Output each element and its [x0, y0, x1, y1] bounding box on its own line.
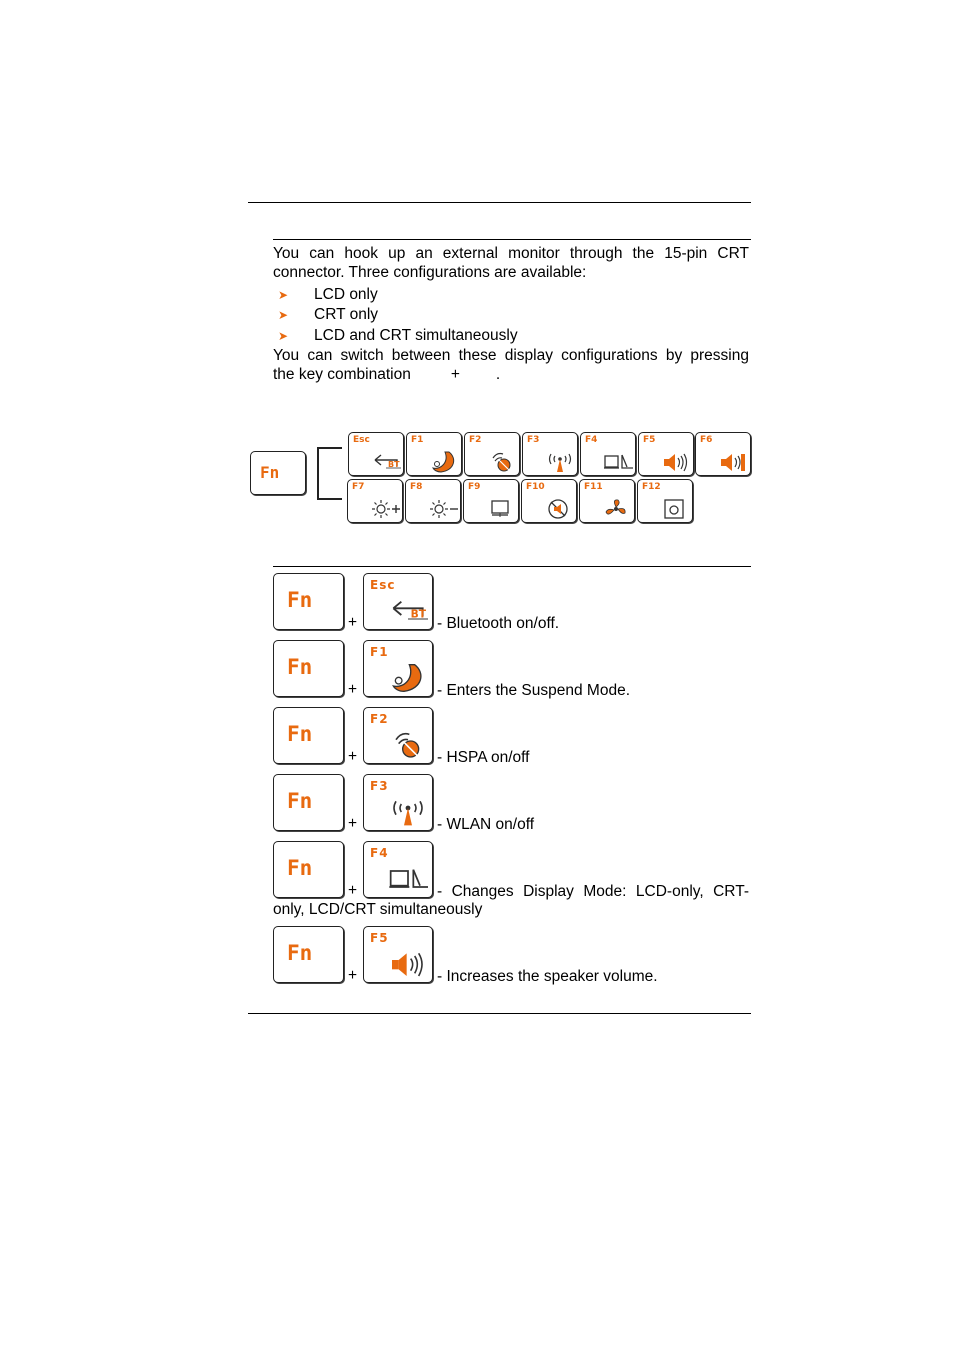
key-f9: [463, 479, 519, 523]
key-esc: [363, 573, 433, 630]
key-label: F7: [352, 482, 365, 492]
key-f4: [580, 432, 636, 476]
combo-description: - Changes Display Mode: LCD-only, CRT-: [437, 883, 749, 900]
display-switch-icon: [603, 450, 633, 474]
key-label: F8: [410, 482, 423, 492]
combo-description: - HSPA on/off: [437, 749, 530, 766]
fn-key: [273, 926, 344, 983]
key-f5: [363, 926, 433, 983]
key-label: F3: [370, 779, 389, 793]
key-label: F3: [527, 435, 540, 445]
bullet-item: ➤ LCD and CRT simultaneously: [278, 327, 518, 344]
key-f3: [522, 432, 578, 476]
bullet-item: ➤ LCD only: [278, 286, 378, 303]
bullet-item: ➤ CRT only: [278, 306, 379, 323]
key-f10: [521, 479, 577, 523]
fn-key: [273, 640, 344, 697]
wlan-antenna-icon: [545, 450, 575, 474]
plus-sign: +: [348, 681, 358, 698]
key-label: F10: [526, 482, 545, 492]
combo-description: - Bluetooth on/off.: [437, 615, 560, 632]
fn-key-label: Fn: [287, 588, 313, 612]
brightness-down-icon: [428, 497, 458, 521]
section-rule-mid: [273, 566, 751, 567]
key-label: F5: [643, 435, 656, 445]
key-f1: [406, 432, 462, 476]
svg-text:BT: BT: [388, 460, 400, 469]
plus-sign: +: [348, 815, 358, 832]
fn-key: [273, 707, 344, 764]
key-label: F11: [584, 482, 603, 492]
key-label: F4: [585, 435, 598, 445]
section-rule-top: [273, 239, 751, 240]
arrow-bullet-icon: ➤: [278, 288, 289, 302]
switch-paragraph-line2: the key combination + .: [273, 366, 501, 383]
key-label: Esc: [353, 435, 370, 445]
key-f4: [363, 841, 433, 898]
fn-key-label: Fn: [287, 722, 313, 746]
key-f7: [347, 479, 403, 523]
intro-paragraph: You can hook up an external monitor through the 15-pin CRT connector. Three configurations are available:: [273, 245, 749, 281]
svg-text:BT: BT: [410, 607, 427, 621]
combo-description: - Enters the Suspend Mode.: [437, 682, 631, 699]
key-f11: [579, 479, 635, 523]
combo-description: - Increases the speaker volume.: [437, 968, 658, 985]
plus-sign: +: [348, 614, 358, 631]
key-label: F1: [370, 645, 389, 659]
key-f5: [638, 432, 694, 476]
header-rule: [248, 202, 751, 203]
key-esc: [348, 432, 404, 476]
hspa-antenna-icon: [388, 729, 428, 761]
key-label: F9: [468, 482, 481, 492]
bluetooth-arrow-icon: [388, 595, 428, 627]
combo-description-cont: only, LCD/CRT simultaneously: [273, 901, 483, 918]
fn-key: Fn: [250, 451, 306, 495]
plus-sign: +: [348, 748, 358, 765]
bluetooth-arrow-icon: [371, 450, 401, 474]
key-label: F1: [411, 435, 424, 445]
plus-sign: +: [348, 967, 358, 984]
moon-icon: [429, 450, 459, 474]
key-f2: [363, 707, 433, 764]
key-label: F12: [642, 482, 661, 492]
fn-key: [273, 841, 344, 898]
key-f6: [695, 432, 751, 476]
fan-icon: [602, 497, 632, 521]
key-f8: [405, 479, 461, 523]
fn-key-label: Fn: [287, 941, 313, 965]
volume-down-icon: [718, 450, 748, 474]
fn-key-label: Fn: [287, 655, 313, 679]
fn-key-label: Fn: [287, 789, 313, 813]
fn-key-label: Fn: [287, 856, 313, 880]
fn-key: [273, 573, 344, 630]
key-label: F2: [469, 435, 482, 445]
touchpad-icon: [486, 497, 516, 521]
key-label: F4: [370, 846, 389, 860]
volume-up-icon: [661, 450, 691, 474]
key-f12: [637, 479, 693, 523]
bracket: [314, 446, 344, 502]
plus-sign: +: [348, 882, 358, 899]
mute-icon: [544, 497, 574, 521]
arrow-bullet-icon: ➤: [278, 329, 289, 343]
key-f2: [464, 432, 520, 476]
wlan-antenna-icon: [388, 796, 428, 828]
footer-rule: [248, 1013, 751, 1014]
camera-icon: [660, 497, 690, 521]
key-f3: [363, 774, 433, 831]
switch-paragraph-line1: You can switch between these display configurations by pressing: [273, 347, 749, 364]
key-label: F6: [700, 435, 713, 445]
hspa-antenna-icon: [487, 450, 517, 474]
key-label: F5: [370, 931, 389, 945]
key-label: F2: [370, 712, 389, 726]
moon-icon: [388, 662, 428, 694]
brightness-up-icon: [370, 497, 400, 521]
display-switch-icon: [388, 863, 428, 895]
arrow-bullet-icon: ➤: [278, 308, 289, 322]
key-f1: [363, 640, 433, 697]
fn-key: [273, 774, 344, 831]
volume-up-icon: [388, 948, 428, 980]
key-label: Esc: [370, 578, 396, 592]
combo-description: - WLAN on/off: [437, 816, 535, 833]
